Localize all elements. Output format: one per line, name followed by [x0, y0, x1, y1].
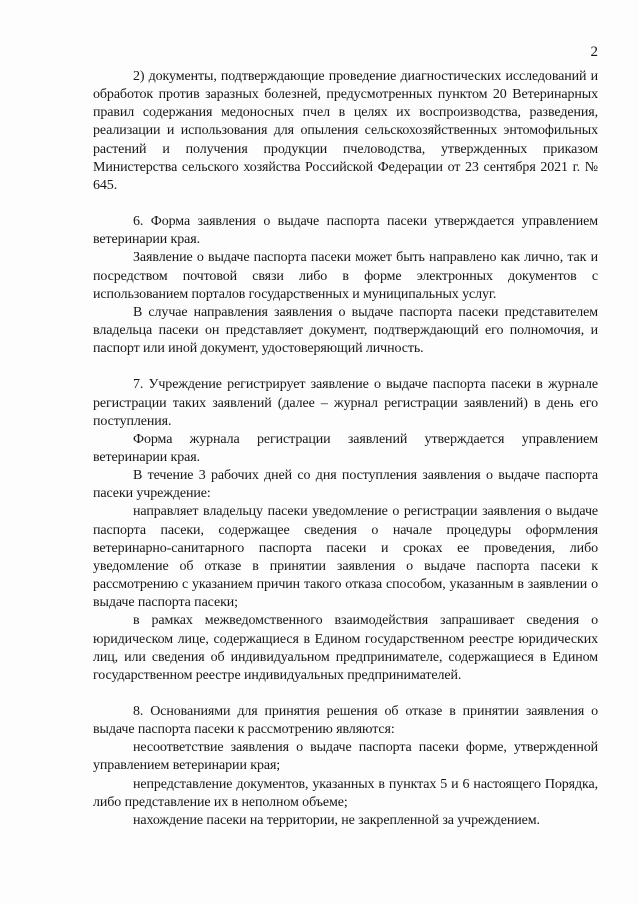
- paragraph-clause-6-submission: Заявление о выдаче паспорта пасеки может быть направлено как лично, так и посредством почтовой связи либо в форме электронных документов с использованием порталов государственных и муниципальных услуг.: [93, 250, 598, 302]
- paragraph-clause-7: 7. Учреждение регистрирует заявление о выдаче паспорта пасеки в журнале регистрации таких заявлений (далее – журнал регистрации заявлений) в день его поступления.: [93, 377, 598, 429]
- paragraph-clause-8-territory: нахождение пасеки на территории, не закрепленной за учреждением.: [133, 812, 540, 828]
- page-number: 2: [590, 44, 598, 60]
- paragraph-clause-7-journal-form: Форма журнала регистрации заявлений утверждается управлением ветеринарии края.: [93, 431, 598, 465]
- paragraph-clause-7-notification: направляет владельцу пасеки уведомление о регистрации заявления о выдаче паспорта пасеки, содержащее сведения о начале процедуры оформления ветеринарно-санитарного паспорта пасеки и сроках ее проведения, либо уведомление об отказе в принятии заявления о выдаче паспорта пасеки к рассмотрению с указанием причин такого отказа способом, указанным в заявлении о выдаче паспорта пасеки;: [93, 504, 598, 611]
- paragraph-clause-8-form-mismatch: несоответствие заявления о выдаче паспорта пасеки форме, утвержденной управлением ветеринарии края;: [93, 740, 598, 774]
- paragraph-clause-8-missing-documents: непредставление документов, указанных в пунктах 5 и 6 настоящего Порядка, либо представление их в неполном объеме;: [93, 776, 598, 810]
- paragraph-clause-7-three-days: В течение 3 рабочих дней со дня поступления заявления о выдаче паспорта пасеки учреждение:: [93, 468, 598, 502]
- document-body: [93, 68, 598, 830]
- paragraph-clause-7-interagency: в рамках межведомственного взаимодействия запрашивает сведения о юридическом лице, содержащиеся в Едином государственном реестре юридических лиц, или сведения об индивидуальном предпринимателе, содержащиеся в Едином государственном реестре индивидуальных предпринимателей.: [93, 613, 598, 683]
- paragraph-clause-8: 8. Основаниями для принятия решения об отказе в принятии заявления о выдаче паспорта пасеки к рассмотрению являются:: [93, 704, 598, 738]
- paragraph-item-2-documents: 2) документы, подтверждающие проведение диагностических исследований и обработок против заразных болезней, предусмотренных пунктом 20 Ветеринарных правил содержания медоносных пчел в целях их воспроизводства, разведения, реализации и использования для опыления сельскохозяйственных энтомофильных растений и получения продукции пчеловодства, утвержденных приказом Министерства сельского хозяйства Российской Федерации от 23 сентября 2021 г. № 645.: [93, 69, 598, 193]
- paragraph-clause-6-representative: В случае направления заявления о выдаче паспорта пасеки представителем владельца пасеки он представляет документ, подтверждающий его полномочия, и паспорт или иной документ, удостоверяющий личность.: [93, 304, 598, 357]
- paragraph-clause-6: 6. Форма заявления о выдаче паспорта пасеки утверждается управлением ветеринарии края.: [93, 214, 598, 248]
